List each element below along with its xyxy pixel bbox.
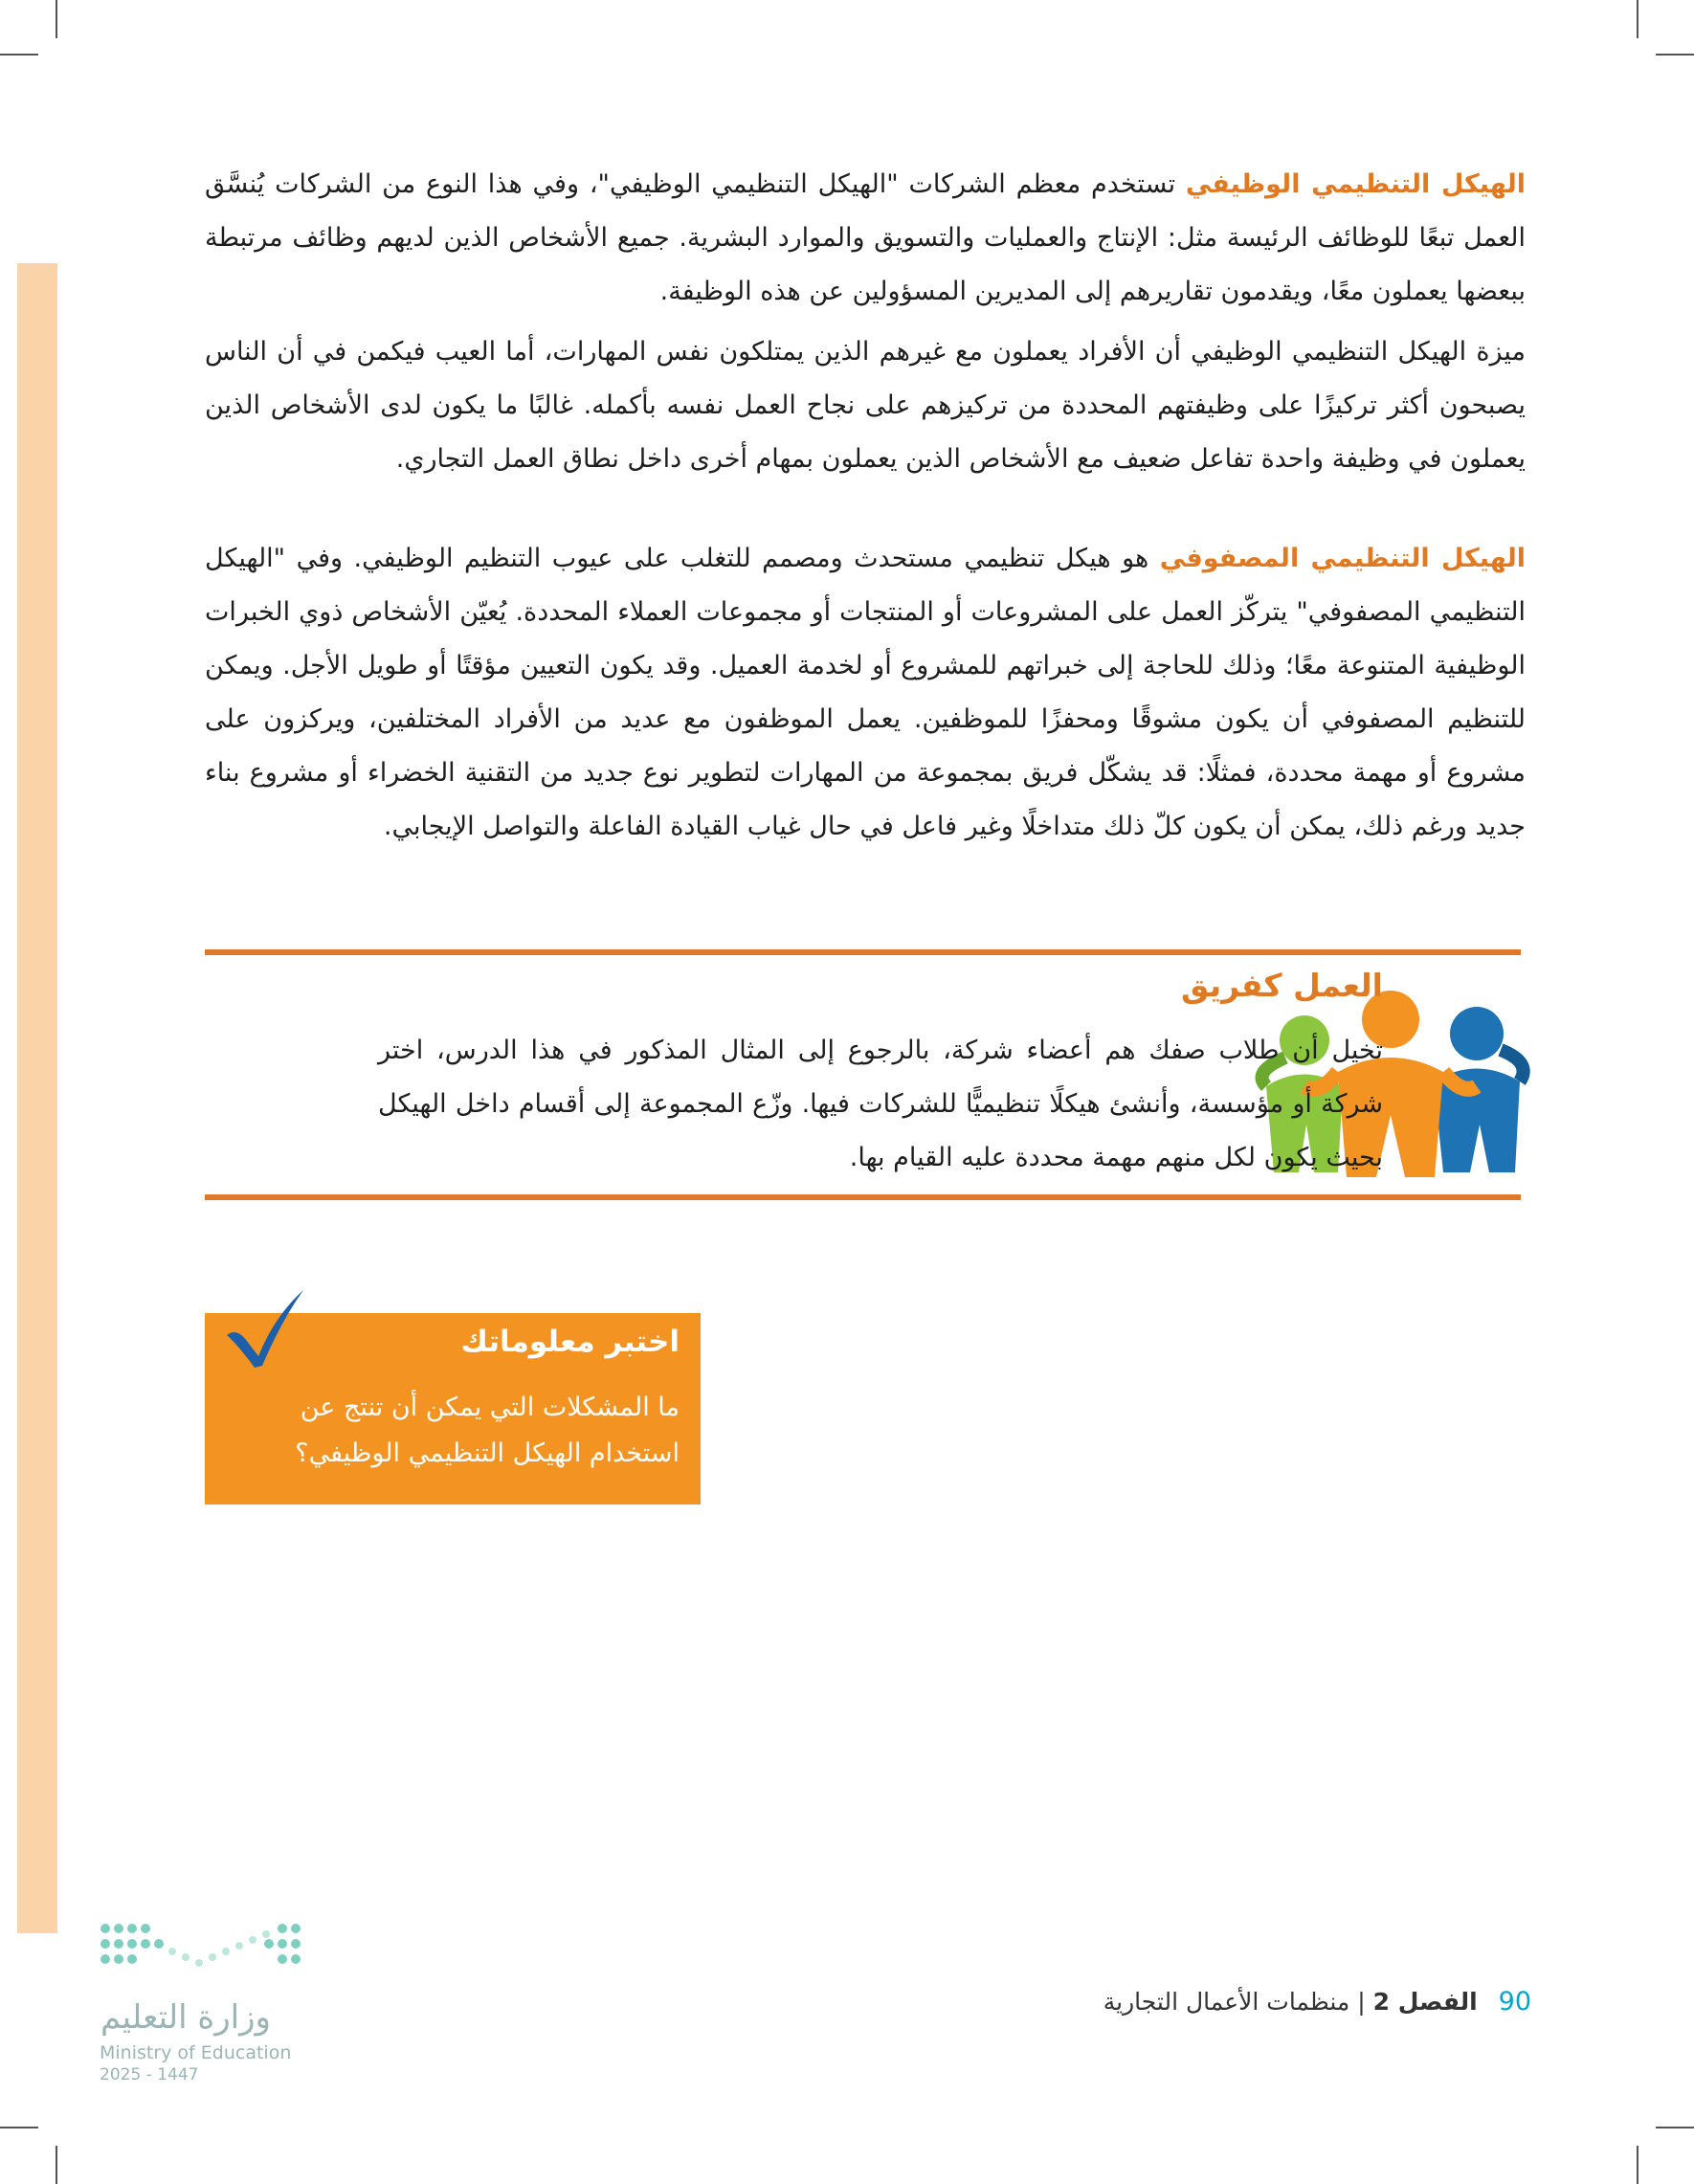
- ministry-name-arabic: وزارة التعليم: [100, 1998, 271, 2037]
- side-strip: [17, 263, 57, 1933]
- paragraph-functional-structure: [205, 158, 1526, 319]
- crop-mark: [0, 2127, 38, 2128]
- chapter-title: منظمات الأعمال التجارية: [1103, 1988, 1350, 2016]
- crop-mark: [56, 2146, 57, 2184]
- term-functional: الهيكل التنظيمي الوظيفي: [1185, 169, 1526, 199]
- crop-mark: [56, 0, 57, 38]
- term-matrix: الهيكل التنظيمي المصفوفي: [1159, 544, 1526, 573]
- chapter-label: الفصل 2: [1372, 1988, 1478, 2016]
- quiz-title: اختبر معلوماتك: [460, 1325, 680, 1359]
- quiz-question: ما المشكلات التي يمكن أن تنتج عن استخدام الهيكل التنظيمي الوظيفي؟: [295, 1393, 680, 1468]
- crop-mark: [0, 54, 38, 56]
- crop-mark: [1637, 2146, 1638, 2184]
- crop-mark: [1656, 2127, 1694, 2128]
- teamwork-text: تخيل أن طلاب صفك هم أعضاء شركة، بالرجوع إلى المثال المذكور في هذا الدرس، اختر شركة أو مؤسسة، وأنشئ هيكلًا تنظيميًّا للشركات فيها. وزّع المجموعة إلى أقسام داخل الهيكل بحيث يكون لكل منهم مهمة محددة عليه القيام بها.: [378, 1036, 1383, 1172]
- crop-mark: [1656, 54, 1694, 56]
- paragraph-advantages: [205, 325, 1526, 486]
- footer-separator: |: [1357, 1988, 1366, 2016]
- paragraph-text: هو هيكل تنظيمي مستحدث ومصمم للتغلب على عيوب التنظيم الوظيفي. وفي "الهيكل التنظيمي المصفوفي" يتركّز العمل على المشروعات أو المنتجات أو مجموعات العملاء المحددة. يُعيّن الأشخاص ذوي الخبرات الوظيفية المتنوعة معًا؛ وذلك للحاجة إلى خبراتهم للمشروع أو لخدمة العميل. وقد يكون التعيين مؤقتًا أو طويل الأجل. ويمكن للتنظيم المصفوفي أن يكون مشوقًا ومحفزًا للموظفين. يعمل الموظفون مع عديد من الأفراد المختلفين، ويركزون على مشروع أو مهمة محددة، فمثلًا: قد يشكّل فريق بمجموعة من المهارات لتطوير نوع جديد من التقنية الخضراء أو مشروع بناء جديد ورغم ذلك، يمكن أن يكون كلّ ذلك متداخلًا وغير فاعل في حال غياب القيادة الفاعلة والتواصل الإيجابي.: [205, 544, 1526, 841]
- paragraph-text: تستخدم معظم الشركات "الهيكل التنظيمي الوظيفي"، وفي هذا النوع من الشركات يُنسَّق العمل تبعًا للوظائف الرئيسة مثل: الإنتاج والعمليات والتسويق والموارد البشرية. جميع الأشخاص الذين لديهم وظائف مرتبطة ببعضها يعملون معًا، ويقدمون تقاريرهم إلى المديرين المسؤولين عن هذه الوظيفة.: [205, 169, 1526, 306]
- teamwork-title: العمل كفريق: [1180, 967, 1383, 1004]
- page-number: 90: [1498, 1987, 1531, 2017]
- paragraph-matrix-structure: [205, 532, 1526, 854]
- page-footer: [1103, 1987, 1531, 2017]
- ministry-name-english: Ministry of Education: [100, 2042, 292, 2063]
- paragraph-text: ميزة الهيكل التنظيمي الوظيفي أن الأفراد يعملون مع غيرهم الذين يمتلكون نفس المهارات، أما العيب فيكمن في أن الناس يصبحون أكثر تركيزًا على وظيفتهم المحددة من تركيزهم على نجاح العمل نفسه بأكمله. غالبًا ما يكون لدى الأشخاص الذين يعملون في وظيفة واحدة تفاعل ضعيف مع الأشخاص الذين يعملون بمهام أخرى داخل نطاق العمل التجاري.: [205, 337, 1526, 474]
- crop-mark: [1637, 0, 1638, 38]
- ministry-year: 2025 - 1447: [100, 2065, 199, 2084]
- checkmark-icon: [222, 1287, 308, 1369]
